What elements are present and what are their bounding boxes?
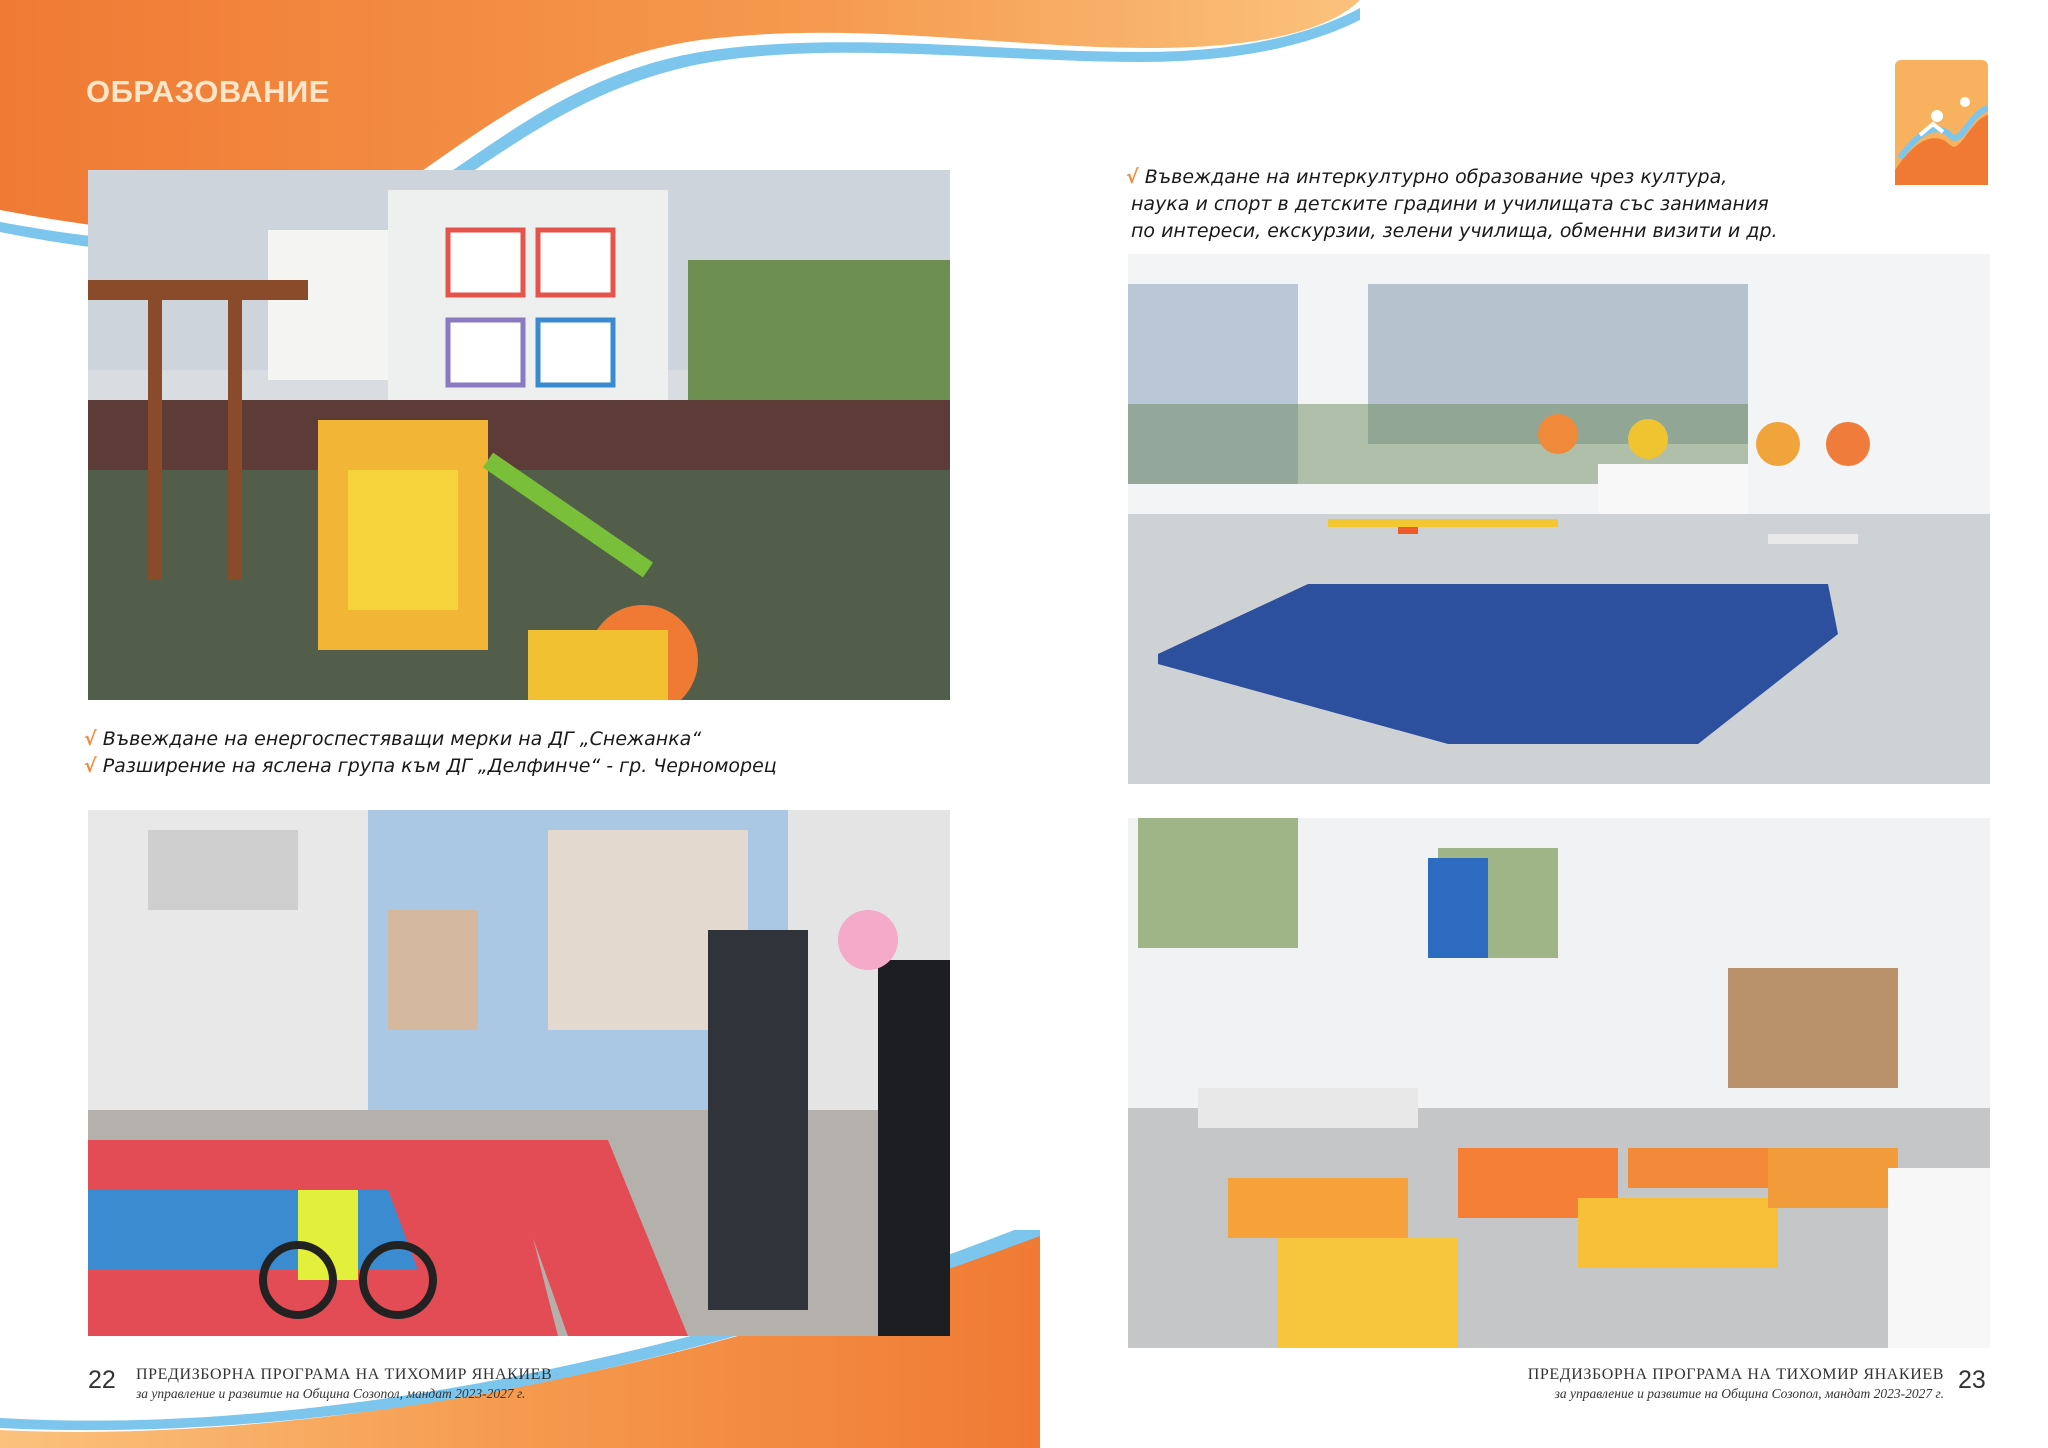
right-bullets: [1126, 164, 1778, 245]
left-bullet-1: √ Въвеждане на енергоспестяващи мерки на ДГ „Снежанка“: [84, 726, 777, 753]
photo-bike-street: [88, 810, 950, 1336]
right-bullet-line-3: по интереси, екскурзии, зелени училища, обменни визити и др.: [1131, 220, 1778, 242]
left-footer-subtitle: за управление и развитие на Община Созопол, мандат 2023-2027 г.: [136, 1386, 526, 1401]
right-footer-subtitle: за управление и развитие на Община Созопол, мандат 2023-2027 г.: [1554, 1386, 1944, 1401]
right-bullet-line-1: √ Въвеждане на интеркултурно образование чрез култура,: [1126, 164, 1778, 191]
left-page-number: 22: [88, 1366, 116, 1394]
right-page-number: 23: [1958, 1366, 1986, 1394]
photo-classroom: [1128, 818, 1990, 1348]
right-footer-title: ПРЕДИЗБОРНА ПРОГРАМА НА ТИХОМИР ЯНАКИЕВ: [1527, 1366, 1944, 1383]
check-icon: √: [84, 755, 97, 777]
check-icon: √: [84, 728, 97, 750]
left-footer-title: ПРЕДИЗБОРНА ПРОГРАМА НА ТИХОМИР ЯНАКИЕВ: [136, 1366, 553, 1383]
left-bullet-2: √ Разширение на яслена група към ДГ „Делфинче“ - гр. Черноморец: [84, 753, 777, 780]
section-title: ОБРАЗОВАНИЕ: [86, 74, 330, 109]
left-bullets: [84, 726, 777, 780]
photo-playground: [88, 170, 950, 700]
logo: [1895, 60, 1988, 185]
photo-gym-room: [1128, 254, 1990, 784]
check-icon: √: [1126, 166, 1139, 188]
right-bullet-line-2: наука и спорт в детските градини и училищата със занимания: [1131, 193, 1769, 215]
logo-icon: [1895, 60, 1988, 185]
